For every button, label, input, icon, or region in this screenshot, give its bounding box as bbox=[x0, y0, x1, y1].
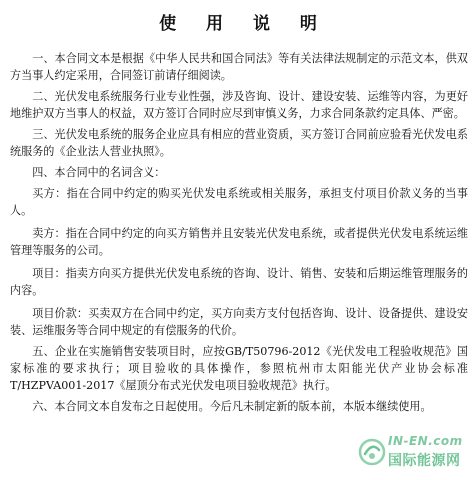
definition-buyer: 买方：指在合同中约定的购买光伏发电系统或相关服务，承担支付项目价款义务的当事人。 bbox=[10, 187, 468, 217]
paragraph-3: 三、光伏发电系统的服务企业应具有相应的营业资质，买方签订合同前应验看光伏发电系统服务的《企业法人营业执照》。 bbox=[10, 128, 468, 158]
paragraph-2: 二、光伏发电系统服务行业专业性强，涉及咨询、设计、建设安装、运维等内容，为更好地维护双方当事人的权益，双方签订合同时应尽到审慎义务，力求合同条款约定具体、严密。 bbox=[10, 90, 468, 120]
watermark bbox=[358, 434, 470, 474]
paragraph-4: 四、本合同中的名词含义： bbox=[32, 166, 166, 179]
watermark-url: IN-EN.com bbox=[388, 434, 463, 448]
paragraph-1: 一、本合同文本是根据《中华人民共和国合同法》等有关法律法规制定的示范文本，供双方当事人约定采用，合同签订前请仔细阅读。 bbox=[10, 52, 468, 82]
in-en-logo-icon bbox=[358, 438, 386, 466]
paragraph-6: 六、本合同文本自发布之日起使用。今后凡未制定新的版本前，本版本继续使用。 bbox=[32, 400, 432, 413]
instructions-body bbox=[10, 50, 468, 419]
watermark-name: 国际能源网 bbox=[388, 453, 461, 469]
definition-project-price: 项目价款：买卖双方在合同中约定，买方向卖方支付包括咨询、设计、设备提供、建设安装、运维服务等合同中规定的有偿服务的代价。 bbox=[10, 307, 468, 337]
page-title: 使 用 说 明 bbox=[159, 14, 329, 34]
paragraph-5: 五、企业在实施销售安装项目时，应按GB/T50796-2012《光伏发电工程验收规范》国家标准的要求执行；项目验收的具体操作，参照杭州市太阳能光伏产业协会标准T/HZPVA001-2017《屋顶分布式光伏发电项目验收规范》执行。 bbox=[10, 345, 468, 392]
definition-seller: 卖方：指在合同中约定的向买方销售并且安装光伏发电系统，或者提供光伏发电系统运维管理等服务的公司。 bbox=[10, 227, 468, 257]
definition-project: 项目：指卖方向买方提供光伏发电系统的咨询、设计、销售、安装和后期运维管理服务的内容。 bbox=[10, 267, 468, 297]
